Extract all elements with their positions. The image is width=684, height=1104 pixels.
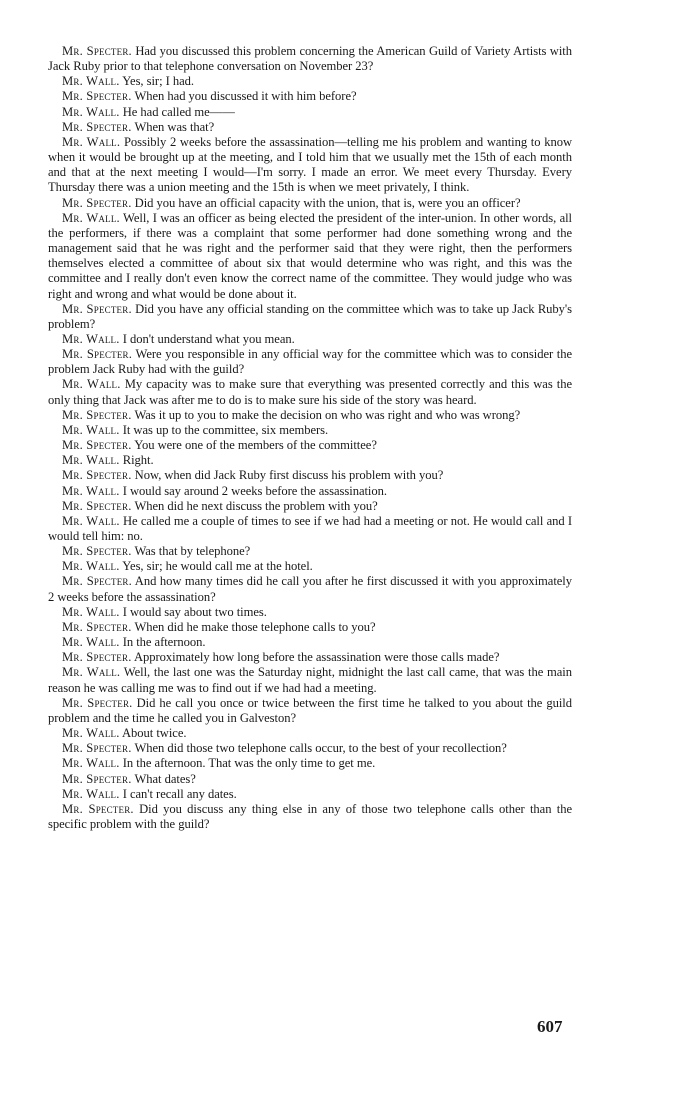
testimony-paragraph [48, 787, 572, 802]
speaker-label: Mr. Specter. [62, 574, 132, 589]
testimony-paragraph [48, 802, 572, 832]
paragraph-text: Did you have any official standing on the committee which was to take up Jack Ruby's problem? [48, 301, 572, 331]
testimony-paragraph [48, 468, 572, 483]
testimony-paragraph [48, 105, 572, 120]
testimony-paragraph [48, 332, 572, 347]
speaker-label: Mr. Wall. [62, 74, 120, 89]
paragraph-text: He had called me—— [122, 104, 235, 119]
speaker-label: Mr. Wall. [62, 377, 121, 392]
testimony-paragraph [48, 74, 572, 89]
paragraph-text: When did he make those telephone calls to you? [134, 619, 376, 634]
paragraph-text: I would say around 2 weeks before the assassination. [122, 483, 387, 498]
speaker-label: Mr. Wall. [62, 786, 120, 801]
speaker-label: Mr. Wall. [62, 422, 120, 437]
speaker-label: Mr. Specter. [62, 544, 132, 559]
paragraph-text: Was it up to you to make the decision on who was right and who was wrong? [134, 407, 521, 422]
speaker-label: Mr. Specter. [62, 119, 132, 134]
testimony-paragraph [48, 135, 572, 196]
page-number: 607 [537, 1017, 563, 1036]
testimony-paragraph [48, 650, 572, 665]
speaker-label: Mr. Wall. [62, 604, 120, 619]
testimony-paragraph [48, 665, 572, 695]
paragraph-text: Well, I was an officer as being elected the president of the inter-union. In other words, all the performers, if there was a complaint that some performer had done something wrong and the management said that he was right and the performer said that they were right, then the performers themselves elected a committee of about six that would determine who was right, and this was the committee and I really don't even know the correct name of the committee. They would judge who was right and wrong and what would be done about it. [48, 210, 573, 301]
testimony-paragraph [48, 211, 572, 302]
speaker-label: Mr. Specter. [62, 801, 134, 816]
speaker-label: Mr. Specter. [62, 89, 132, 104]
testimony-paragraph [48, 347, 572, 377]
testimony-paragraph [48, 423, 572, 438]
paragraph-text: Yes, sir; I had. [122, 74, 194, 89]
paragraph-text: Well, the last one was the Saturday night, midnight the last call came, that was the main reason he was calling me was to find out if we had had a meeting. [48, 665, 572, 695]
speaker-label: Mr. Wall. [62, 665, 121, 680]
paragraph-text: When had you discussed it with him before? [134, 89, 357, 104]
speaker-label: Mr. Wall. [62, 559, 120, 574]
paragraph-text: I don't understand what you mean. [122, 331, 295, 346]
testimony-text [48, 44, 572, 832]
testimony-paragraph [48, 620, 572, 635]
testimony-paragraph [48, 574, 572, 604]
paragraph-text: Right. [122, 453, 154, 468]
testimony-paragraph [48, 196, 572, 211]
speaker-label: Mr. Wall. [62, 483, 120, 498]
testimony-paragraph [48, 696, 572, 726]
paragraph-text: Did he call you once or twice between the first time he talked to you about the guild problem and the time he called you in Galveston? [48, 695, 573, 725]
paragraph-text: In the afternoon. That was the only time to get me. [122, 756, 376, 771]
speaker-label: Mr. Wall. [62, 513, 120, 528]
speaker-label: Mr. Specter. [62, 695, 133, 710]
testimony-paragraph [48, 89, 572, 104]
speaker-label: Mr. Wall. [62, 210, 120, 225]
speaker-label: Mr. Specter. [62, 741, 132, 756]
speaker-label: Mr. Specter. [62, 650, 132, 665]
speaker-label: Mr. Specter. [62, 619, 132, 634]
paragraph-text: It was up to the committee, six members. [122, 422, 329, 437]
testimony-paragraph [48, 635, 572, 650]
speaker-label: Mr. Wall. [62, 134, 121, 149]
testimony-paragraph [48, 499, 572, 514]
speaker-label: Mr. Specter. [62, 301, 132, 316]
speaker-label: Mr. Specter. [62, 771, 132, 786]
paragraph-text: Were you responsible in any official way for the committee which was to consider the problem Jack Ruby had with the guild? [48, 347, 572, 377]
speaker-label: Mr. Wall. [62, 104, 120, 119]
testimony-paragraph [48, 544, 572, 559]
paragraph-text: You were one of the members of the committee? [134, 438, 377, 453]
testimony-paragraph [48, 741, 572, 756]
paragraph-text: When did those two telephone calls occur, to the best of your recollection? [134, 741, 507, 756]
testimony-paragraph [48, 438, 572, 453]
speaker-label: Mr. Wall. [62, 635, 120, 650]
speaker-label: Mr. Wall. [62, 331, 120, 346]
paragraph-text: My capacity was to make sure that everything was presented correctly and this was the only thing that Jack was after me to do is to make sure his side of the story was heard. [48, 377, 573, 407]
paragraph-text: Approximately how long before the assassination were those calls made? [133, 650, 500, 665]
speaker-label: Mr. Specter. [62, 195, 132, 210]
paragraph-text: And how many times did he call you after he first discussed it with you approximately 2 weeks before the assassination? [48, 574, 573, 604]
testimony-paragraph [48, 408, 572, 423]
speaker-label: Mr. Specter. [62, 44, 132, 58]
paragraph-text: When did he next discuss the problem with you? [134, 498, 378, 513]
paragraph-text: Did you discuss any thing else in any of those two telephone calls other than the specific problem with the guild? [48, 801, 573, 831]
paragraph-text: He called me a couple of times to see if we had had a meeting or not. He would call and I would tell him: no. [48, 513, 572, 543]
testimony-paragraph [48, 120, 572, 135]
paragraph-text: Did you have an official capacity with the union, that is, were you an officer? [134, 195, 521, 210]
testimony-paragraph [48, 514, 572, 544]
paragraph-text: I can't recall any dates. [122, 786, 237, 801]
speaker-label: Mr. Specter. [62, 468, 132, 483]
speaker-label: Mr. Specter. [62, 347, 133, 362]
paragraph-text: About twice. [122, 726, 187, 741]
speaker-label: Mr. Specter. [62, 498, 132, 513]
paragraph-text: What dates? [134, 771, 196, 786]
testimony-paragraph [48, 484, 572, 499]
testimony-paragraph [48, 772, 572, 787]
paragraph-text: Had you discussed this problem concerning the American Guild of Variety Artists with Jack Ruby prior to that telephone conversation on November 23? [48, 44, 572, 74]
speaker-label: Mr. Wall. [62, 726, 120, 741]
speaker-label: Mr. Specter. [62, 407, 132, 422]
testimony-paragraph [48, 756, 572, 771]
testimony-paragraph [48, 559, 572, 574]
testimony-paragraph [48, 44, 572, 74]
testimony-paragraph [48, 726, 572, 741]
paragraph-text: Yes, sir; he would call me at the hotel. [122, 559, 313, 574]
speaker-label: Mr. Wall. [62, 453, 120, 468]
paragraph-text: When was that? [134, 119, 215, 134]
testimony-paragraph [48, 377, 572, 407]
paragraph-text: In the afternoon. [122, 635, 206, 650]
paragraph-text: Possibly 2 weeks before the assassination—telling me his problem and wanting to know when it would be brought up at the meeting, and I told him that we usually met the 15th of each month and that at the next meeting I would—I'm sorry. I made an error. We meet every Thursday. Every Thursday there was a union meeting and the 15th is when we meet privately, I think. [48, 134, 572, 195]
paragraph-text: Was that by telephone? [134, 544, 251, 559]
testimony-paragraph [48, 302, 572, 332]
paragraph-text: I would say about two times. [122, 604, 267, 619]
speaker-label: Mr. Wall. [62, 756, 120, 771]
testimony-paragraph [48, 605, 572, 620]
speaker-label: Mr. Specter. [62, 438, 132, 453]
paragraph-text: Now, when did Jack Ruby first discuss his problem with you? [134, 468, 444, 483]
testimony-paragraph [48, 453, 572, 468]
